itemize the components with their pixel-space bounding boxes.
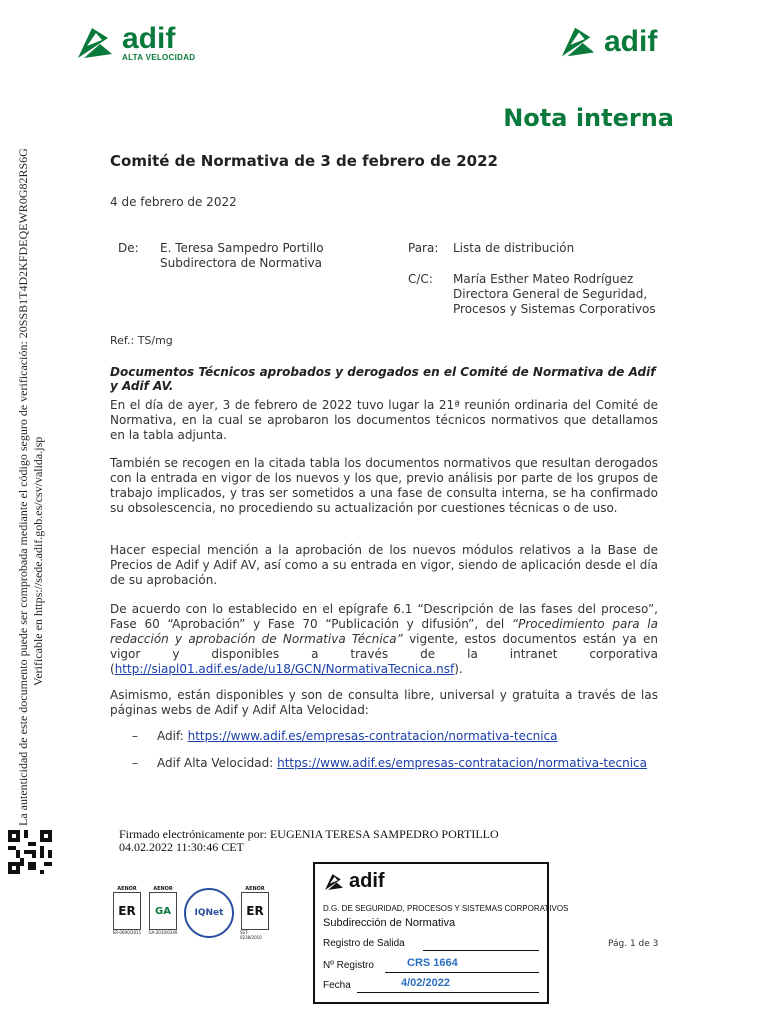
cert-mark: IQNet: [194, 908, 224, 918]
paragraph-4-text-c: vigente, estos documentos están ya en vigor y disponibles a través de la intranet corporativa (: [110, 632, 658, 676]
adif-leaf-icon: [558, 24, 598, 60]
reference: Ref.: TS/mg: [110, 334, 173, 347]
stamp-wordmark: adif: [349, 870, 385, 892]
paragraph-5: Asimismo, están disponibles y son de consulta libre, universal y gratuita a través de las páginas webs de Adif y Adif Alta Velocidad:: [110, 688, 658, 717]
verification-line-1: La autenticidad de este documento puede ser comprobada mediante el código seguro de verificación: 20SSB1T4D2KFDEQEWR0G82RS6G: [16, 148, 30, 826]
logo-wordmark: adif: [122, 21, 176, 55]
from-label: De:: [118, 241, 139, 255]
paragraph-2: También se recogen en la citada tabla los documentos normativos que resultan derogados con la entrada en vigor de los nuevos y los que, previo análisis por parte de los grupos de trabajo implicados, y tras ser sometidos a una fase de consulta interna, se ha confirmado su obsolescencia, no procediendo su actualización por cuestiones técnicas o de uso.: [110, 456, 658, 515]
logo-wordmark: adif: [604, 25, 658, 58]
from-name: E. Teresa Sampedro Portillo: [160, 241, 324, 255]
cert-top: AENOR: [153, 886, 173, 892]
procedure-title: “Procedimiento para la redacción y aprobación de Normativa Técnica”: [110, 617, 658, 646]
from-role: Subdirectora de Normativa: [160, 256, 322, 270]
cert-top: AENOR: [117, 886, 137, 892]
stamp-date-label: Fecha: [323, 980, 351, 991]
to-value: Lista de distribución: [453, 241, 575, 255]
stamp-line: [423, 950, 539, 951]
stamp-line: [357, 992, 539, 993]
stamp-date-value: 4/02/2022: [401, 977, 450, 989]
registry-stamp: [313, 862, 569, 1004]
iqnet-cert: [184, 888, 234, 938]
stamp-line: [385, 972, 539, 973]
intranet-link[interactable]: http://siapl01.adif.es/ade/u18/GCN/NormativaTecnica.nsf: [114, 662, 455, 676]
cert-code: SST-0238/2010: [240, 930, 262, 940]
qr-code-icon: [8, 830, 52, 874]
document-title: Comité de Normativa de 3 de febrero de 2022: [110, 152, 498, 170]
adif-web-link[interactable]: https://www.adif.es/empresas-contratacion/normativa-tecnica: [187, 729, 558, 743]
stamp-directorate: D.G. DE SEGURIDAD, PROCESOS Y SISTEMAS CORPORATIVOS: [323, 904, 569, 913]
page-number: Pág. 1 de 3: [608, 939, 659, 949]
paragraph-1: En el día de ayer, 3 de febrero de 2022 tuvo lugar la 21ª reunión ordinaria del Comité de Normativa, en la cual se aprobaron los documentos técnicos normativos que detallamos en la tabla adjunta.: [110, 398, 658, 442]
to-label: Para:: [408, 241, 439, 255]
signature-line-1: Firmado electrónicamente por: EUGENIA TERESA SAMPEDRO PORTILLO: [119, 827, 499, 841]
document-type: Nota interna: [503, 104, 674, 132]
bullet-dash: –: [132, 756, 138, 770]
bullet-adif-av: [157, 756, 647, 771]
aenor-ga-cert: [148, 886, 178, 940]
bullet-label: Adif:: [157, 729, 188, 743]
electronic-signature: [119, 828, 499, 854]
cert-mark: ER: [113, 892, 141, 930]
adif-av-web-link[interactable]: https://www.adif.es/empresas-contratacion/normativa-tecnica: [277, 756, 648, 770]
stamp-subdirectorate: Subdirección de Normativa: [323, 917, 456, 929]
bullet-adif: [157, 729, 657, 744]
paragraph-4-text-d: ).: [454, 662, 463, 676]
paragraph-4: [110, 602, 658, 677]
paragraph-4-text-a: De acuerdo con lo establecido en el epígrafe 6.1 “Descripción de las fases del proceso”, Fase 60 “Aprobación” y Fase 70 “Publicación y difusión”, del: [110, 602, 658, 631]
stamp-logo: [323, 870, 385, 893]
signature-line-2: 04.02.2022 11:30:46 CET: [119, 840, 244, 854]
cc-name: María Esther Mateo Rodríguez: [453, 272, 634, 286]
bullet-dash: –: [132, 729, 138, 743]
cert-top: AENOR: [245, 886, 265, 892]
stamp-registry-label: Registro de Salida: [323, 938, 405, 949]
adif-logo: [558, 24, 657, 60]
adif-av-logo: [74, 21, 196, 62]
stamp-number-label: Nº Registro: [323, 960, 374, 971]
adif-leaf-icon: [323, 872, 345, 892]
document-date: 4 de febrero de 2022: [110, 195, 237, 209]
cc-role-line2: Procesos y Sistemas Corporativos: [453, 302, 656, 316]
verification-line-2: Verificable en https://sede.adif.gob.es/csv/valida.jsp: [31, 436, 45, 686]
paragraph-3: Hacer especial mención a la aprobación de los nuevos módulos relativos a la Base de Precios de Adif y Adif AV, así como a su entrada en vigor, siendo de aplicación desde el día de su aprobación.: [110, 543, 658, 587]
cc-label: C/C:: [408, 272, 433, 286]
subject-line: Documentos Técnicos aprobados y derogados en el Comité de Normativa de Adif y Adif AV.: [110, 365, 656, 393]
verification-text: [16, 148, 46, 826]
cc-role-line1: Directora General de Seguridad,: [453, 287, 648, 301]
cert-code: ER-0690/2011: [112, 930, 142, 935]
cert-mark: GA: [149, 892, 177, 930]
bullet-label: Adif Alta Velocidad:: [157, 756, 278, 770]
aenor-sst-cert: [240, 886, 270, 940]
stamp-number-value: CRS 1664: [407, 957, 458, 969]
certification-logos: [112, 886, 270, 940]
adif-leaf-icon: [74, 24, 116, 62]
cert-code: GA-2010/0340: [148, 930, 178, 935]
logo-subtitle: ALTA VELOCIDAD: [122, 52, 196, 62]
cert-mark: ER: [241, 892, 269, 930]
aenor-er-cert: [112, 886, 142, 940]
